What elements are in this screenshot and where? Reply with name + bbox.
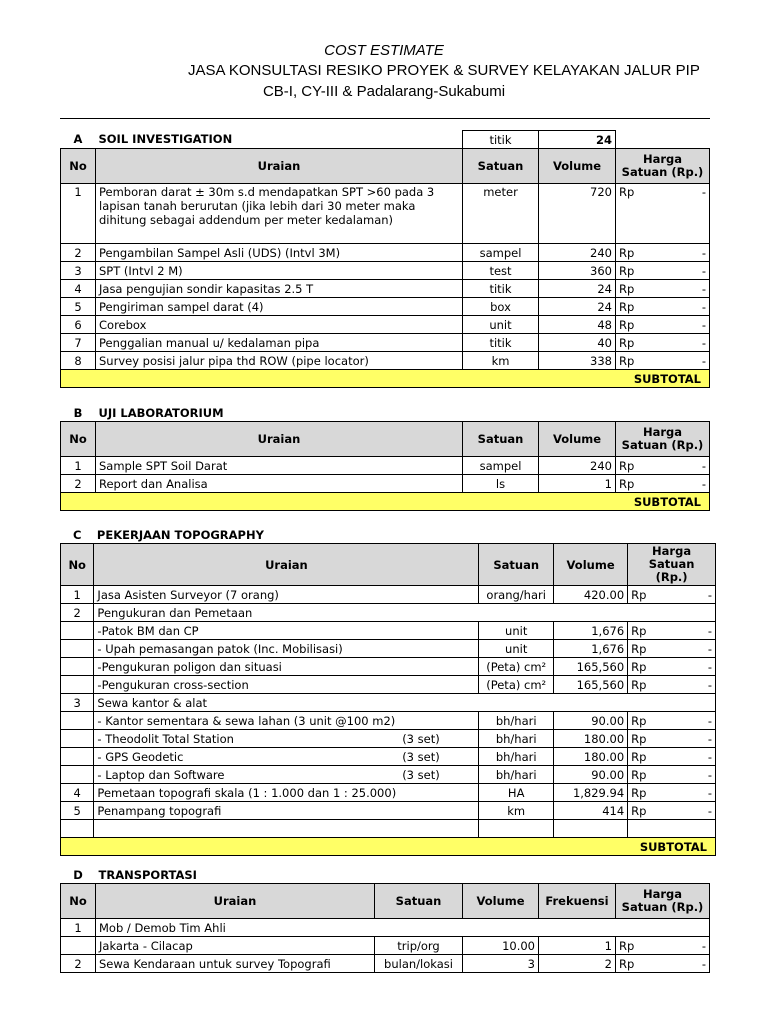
harga-value [619, 318, 706, 332]
subtotal-label: SUBTOTAL [61, 838, 716, 856]
row-no: 3 [61, 694, 94, 712]
row-satuan: test [463, 262, 539, 280]
table-row [61, 658, 716, 676]
row-qty-note: (3 set) [399, 748, 479, 766]
col-harga: Harga Satuan (Rp.) [616, 149, 710, 184]
row-volume: 180.00 [554, 748, 628, 766]
harga-value [619, 282, 706, 296]
table-row [61, 280, 710, 298]
currency-label: Rp [619, 458, 635, 473]
row-uraian: - GPS Geodetic [94, 748, 399, 766]
section-unit: titik [463, 131, 539, 149]
section-b-table [60, 404, 710, 511]
harga-value [619, 264, 706, 278]
doc-title: COST ESTIMATE [324, 42, 444, 59]
row-uraian: -Patok BM dan CP [94, 622, 399, 640]
col-no: No [61, 884, 96, 919]
harga-cell [616, 262, 710, 280]
price-value: - [701, 281, 706, 296]
row-volume: 24 [539, 298, 616, 316]
price-value: - [707, 749, 712, 764]
section-d [60, 866, 716, 973]
harga-value [619, 957, 706, 971]
row-uraian: Mob / Demob Tim Ahli [96, 919, 710, 937]
section-title: TRANSPORTASI [98, 867, 197, 882]
row-qty-note [399, 658, 479, 676]
row-volume: 414 [554, 802, 628, 820]
row-no: 2 [61, 955, 96, 973]
row-uraian: Pengukuran dan Pemetaan [94, 604, 716, 622]
price-value: - [701, 956, 706, 971]
harga-cell [628, 676, 716, 694]
table-row [61, 937, 710, 955]
table-row [61, 919, 710, 937]
row-qty-note [399, 676, 479, 694]
price-value: - [701, 353, 706, 368]
table-row [61, 184, 710, 244]
row-uraian: Pemetaan topografi skala (1 : 1.000 dan 1 : 25.000) [94, 784, 399, 802]
harga-value [619, 246, 706, 260]
harga-cell [628, 712, 716, 730]
row-satuan: orang/hari [479, 586, 554, 604]
currency-label: Rp [631, 713, 647, 728]
price-value: - [701, 185, 706, 199]
section-b-heading [61, 404, 710, 422]
currency-label: Rp [619, 956, 635, 971]
row-uraian: Sample SPT Soil Darat [96, 457, 463, 475]
table-row [61, 784, 716, 802]
row-volume: 10.00 [463, 937, 539, 955]
table-row [61, 352, 710, 370]
row-qty-note [399, 820, 479, 838]
price-value: - [707, 641, 712, 656]
row-qty-note [399, 784, 479, 802]
row-satuan: (Peta) cm² [479, 658, 554, 676]
col-volume: Volume [539, 422, 616, 457]
price-value: - [701, 938, 706, 953]
harga-cell [628, 640, 716, 658]
price-value: - [701, 317, 706, 332]
price-value: - [707, 731, 712, 746]
row-satuan: km [479, 802, 554, 820]
col-uraian: Uraian [96, 149, 463, 184]
row-satuan [479, 820, 554, 838]
section-b [60, 404, 716, 511]
row-uraian: -Pengukuran poligon dan situasi [94, 658, 399, 676]
harga-cell [628, 622, 716, 640]
row-volume: 24 [539, 280, 616, 298]
row-uraian: Pengiriman sampel darat (4) [96, 298, 463, 316]
price-value: - [701, 299, 706, 314]
row-volume: 180.00 [554, 730, 628, 748]
row-no: 4 [61, 784, 94, 802]
row-no: 1 [61, 586, 94, 604]
row-satuan: bh/hari [479, 730, 554, 748]
subtotal-row [61, 493, 710, 511]
harga-cell [616, 937, 710, 955]
harga-value [619, 354, 706, 368]
table-row [61, 676, 716, 694]
table-row [61, 334, 710, 352]
harga-value [631, 750, 712, 764]
harga-value [631, 588, 712, 602]
row-uraian: SPT (Intvl 2 M) [96, 262, 463, 280]
row-volume: 360 [539, 262, 616, 280]
table-row [61, 622, 716, 640]
harga-value [631, 714, 712, 728]
row-volume: 240 [539, 457, 616, 475]
price-value: - [707, 587, 712, 602]
row-volume: 90.00 [554, 766, 628, 784]
section-letter: C [72, 527, 82, 542]
row-qty-note: (3 set) [399, 730, 479, 748]
row-uraian: Penampang topografi [94, 802, 399, 820]
harga-cell [616, 352, 710, 370]
harga-value [619, 477, 706, 491]
currency-label: Rp [619, 476, 635, 491]
harga-value [631, 624, 712, 638]
table-row [61, 475, 710, 493]
section-a-table [60, 130, 710, 388]
subtotal-label: SUBTOTAL [61, 493, 710, 511]
section-title: UJI LABORATORIUM [98, 405, 224, 420]
currency-label: Rp [631, 587, 647, 602]
currency-label: Rp [619, 938, 635, 953]
harga-cell [628, 586, 716, 604]
table-row [61, 262, 710, 280]
harga-value [631, 786, 712, 800]
row-satuan: bh/hari [479, 712, 554, 730]
col-volume: Volume [539, 149, 616, 184]
table-row [61, 694, 716, 712]
table-row [61, 955, 710, 973]
col-harga: Harga Satuan (Rp.) [616, 884, 710, 919]
table-row [61, 457, 710, 475]
row-volume: 240 [539, 244, 616, 262]
row-uraian: Jasa pengujian sondir kapasitas 2.5 T [96, 280, 463, 298]
harga-cell [616, 184, 710, 244]
section-title: SOIL INVESTIGATION [96, 131, 463, 149]
row-satuan: sampel [463, 457, 539, 475]
col-uraian: Uraian [96, 884, 375, 919]
row-uraian: Jakarta - Cilacap [96, 937, 375, 955]
section-letter: B [73, 405, 83, 420]
harga-cell [628, 784, 716, 802]
row-no: 4 [61, 280, 96, 298]
row-uraian: - Kantor sementara & sewa lahan (3 unit @100 m2) [94, 712, 399, 730]
currency-label: Rp [619, 263, 635, 278]
col-harga: Harga Satuan (Rp.) [628, 544, 716, 586]
table-header [61, 149, 710, 184]
harga-value [619, 300, 706, 314]
harga-cell [628, 748, 716, 766]
section-letter: D [73, 867, 83, 882]
row-uraian: Sewa Kendaraan untuk survey Topografi [96, 955, 375, 973]
harga-cell [628, 766, 716, 784]
table-header [61, 544, 716, 586]
harga-cell [616, 244, 710, 262]
price-value: - [701, 335, 706, 350]
doc-location: CB-I, CY-III & Padalarang-Sukabumi [262, 83, 506, 100]
price-value: - [707, 677, 712, 692]
col-satuan: Satuan [463, 422, 539, 457]
row-qty-note [399, 586, 479, 604]
price-value: - [701, 263, 706, 278]
row-no: 3 [61, 262, 96, 280]
harga-value [631, 732, 712, 746]
row-volume: 3 [463, 955, 539, 973]
harga-cell [628, 730, 716, 748]
row-volume [554, 820, 628, 838]
table-row [61, 766, 716, 784]
currency-label: Rp [619, 281, 635, 296]
currency-label: Rp [631, 785, 647, 800]
row-no [61, 658, 94, 676]
row-no [61, 622, 94, 640]
section-c-heading [61, 526, 716, 544]
currency-label: Rp [619, 245, 635, 260]
harga-cell [616, 955, 710, 973]
row-uraian: -Pengukuran cross-section [94, 676, 399, 694]
section-title: PEKERJAAN TOPOGRAPHY [96, 527, 264, 542]
subtotal-label: SUBTOTAL [61, 370, 710, 388]
row-no: 2 [61, 604, 94, 622]
harga-cell [616, 298, 710, 316]
price-value: - [701, 476, 706, 491]
row-satuan: bh/hari [479, 766, 554, 784]
row-volume: 720 [539, 184, 616, 244]
row-uraian: Sewa kantor & alat [94, 694, 716, 712]
currency-label: Rp [631, 803, 647, 818]
row-uraian: Pemboran darat ± 30m s.d mendapatkan SPT >60 pada 3 lapisan tanah berurutan (jika lebih dari 30 meter maka dihitung sebagai addendum per meter kedalaman) [96, 184, 463, 244]
row-no: 2 [61, 244, 96, 262]
harga-value [631, 660, 712, 674]
table-row [61, 820, 716, 838]
row-satuan: bulan/lokasi [375, 955, 463, 973]
row-no: 1 [61, 184, 96, 244]
row-no: 8 [61, 352, 96, 370]
currency-label: Rp [631, 659, 647, 674]
row-uraian [94, 820, 399, 838]
currency-label: Rp [631, 623, 647, 638]
row-frekuensi: 1 [539, 937, 616, 955]
price-value: - [701, 245, 706, 260]
row-volume: 1,829.94 [554, 784, 628, 802]
row-uraian: Jasa Asisten Surveyor (7 orang) [94, 586, 399, 604]
row-volume: 165,560 [554, 676, 628, 694]
price-value: - [707, 623, 712, 638]
section-a-heading [61, 131, 710, 149]
row-satuan: unit [463, 316, 539, 334]
doc-subtitle: JASA KONSULTASI RESIKO PROYEK & SURVEY KELAYAKAN JALUR PIP [188, 62, 700, 79]
currency-label: Rp [631, 749, 647, 764]
harga-value [631, 678, 712, 692]
currency-label: Rp [619, 185, 635, 199]
row-satuan: unit [479, 640, 554, 658]
col-no: No [61, 149, 96, 184]
col-frekuensi: Frekuensi [539, 884, 616, 919]
table-row [61, 316, 710, 334]
row-uraian: Survey posisi jalur pipa thd ROW (pipe locator) [96, 352, 463, 370]
row-qty-note [399, 802, 479, 820]
row-satuan: box [463, 298, 539, 316]
harga-value [619, 939, 706, 953]
harga-value [631, 804, 712, 818]
row-volume: 40 [539, 334, 616, 352]
row-volume: 48 [539, 316, 616, 334]
row-qty-note [399, 712, 479, 730]
row-no: 1 [61, 457, 96, 475]
row-uraian: - Upah pemasangan patok (Inc. Mobilisasi) [94, 640, 399, 658]
currency-label: Rp [631, 731, 647, 746]
row-uraian: - Theodolit Total Station [94, 730, 399, 748]
price-value: - [707, 659, 712, 674]
row-satuan: trip/org [375, 937, 463, 955]
harga-cell [628, 802, 716, 820]
row-no: 7 [61, 334, 96, 352]
row-satuan: unit [479, 622, 554, 640]
row-volume: 338 [539, 352, 616, 370]
row-satuan: (Peta) cm² [479, 676, 554, 694]
col-no: No [61, 544, 94, 586]
row-satuan: bh/hari [479, 748, 554, 766]
row-no: 6 [61, 316, 96, 334]
table-row [61, 712, 716, 730]
price-value: - [707, 713, 712, 728]
row-satuan: titik [463, 280, 539, 298]
harga-cell [616, 316, 710, 334]
header-rule [60, 118, 710, 119]
currency-label: Rp [619, 335, 635, 350]
row-volume: 1,676 [554, 640, 628, 658]
row-no: 5 [61, 298, 96, 316]
harga-value [631, 768, 712, 782]
row-uraian: - Laptop dan Software [94, 766, 399, 784]
subtotal-row [61, 370, 710, 388]
harga-cell [616, 280, 710, 298]
row-no [61, 766, 94, 784]
price-value: - [701, 458, 706, 473]
row-uraian: Corebox [96, 316, 463, 334]
row-no [61, 712, 94, 730]
table-row [61, 586, 716, 604]
subtotal-row [61, 838, 716, 856]
table-row [61, 748, 716, 766]
row-satuan: HA [479, 784, 554, 802]
section-d-table [60, 866, 710, 973]
table-header [61, 422, 710, 457]
col-uraian: Uraian [94, 544, 479, 586]
row-volume: 1 [539, 475, 616, 493]
col-uraian: Uraian [96, 422, 463, 457]
section-qty: 24 [539, 131, 616, 149]
currency-label: Rp [619, 317, 635, 332]
harga-cell [616, 457, 710, 475]
section-a [60, 130, 716, 388]
row-volume: 165,560 [554, 658, 628, 676]
row-frekuensi: 2 [539, 955, 616, 973]
currency-label: Rp [631, 767, 647, 782]
row-satuan: ls [463, 475, 539, 493]
harga-value [619, 336, 706, 350]
row-volume: 1,676 [554, 622, 628, 640]
harga-cell [628, 658, 716, 676]
row-satuan: titik [463, 334, 539, 352]
harga-value [619, 185, 706, 199]
harga-cell [628, 820, 716, 838]
row-no [61, 748, 94, 766]
harga-cell [616, 475, 710, 493]
row-qty-note [399, 622, 479, 640]
row-qty-note: (3 set) [399, 766, 479, 784]
col-harga: Harga Satuan (Rp.) [616, 422, 710, 457]
col-satuan: Satuan [463, 149, 539, 184]
table-row [61, 640, 716, 658]
currency-label: Rp [631, 641, 647, 656]
row-no: 1 [61, 919, 96, 937]
row-no [61, 640, 94, 658]
section-c [60, 526, 716, 856]
table-header [61, 884, 710, 919]
harga-value [619, 459, 706, 473]
section-d-heading [61, 866, 710, 884]
row-uraian: Penggalian manual u/ kedalaman pipa [96, 334, 463, 352]
col-no: No [61, 422, 96, 457]
harga-cell [616, 334, 710, 352]
table-row [61, 244, 710, 262]
harga-value [631, 642, 712, 656]
row-no [61, 820, 94, 838]
row-no [61, 730, 94, 748]
section-c-table [60, 526, 716, 856]
row-qty-note [399, 640, 479, 658]
currency-label: Rp [631, 677, 647, 692]
row-no: 5 [61, 802, 94, 820]
row-no: 2 [61, 475, 96, 493]
row-uraian: Report dan Analisa [96, 475, 463, 493]
price-value: - [707, 767, 712, 782]
table-row [61, 604, 716, 622]
table-row [61, 730, 716, 748]
table-row [61, 298, 710, 316]
currency-label: Rp [619, 299, 635, 314]
col-volume: Volume [463, 884, 539, 919]
price-value: - [707, 785, 712, 800]
col-satuan: Satuan [479, 544, 554, 586]
row-satuan: km [463, 352, 539, 370]
currency-label: Rp [619, 353, 635, 368]
price-value: - [707, 803, 712, 818]
row-volume: 420.00 [554, 586, 628, 604]
row-satuan: sampel [463, 244, 539, 262]
row-no [61, 937, 96, 955]
col-volume: Volume [554, 544, 628, 586]
row-volume: 90.00 [554, 712, 628, 730]
row-uraian: Pengambilan Sampel Asli (UDS) (Intvl 3M) [96, 244, 463, 262]
row-satuan: meter [463, 184, 539, 244]
row-no [61, 676, 94, 694]
section-letter: A [73, 132, 83, 147]
col-satuan: Satuan [375, 884, 463, 919]
table-row [61, 802, 716, 820]
